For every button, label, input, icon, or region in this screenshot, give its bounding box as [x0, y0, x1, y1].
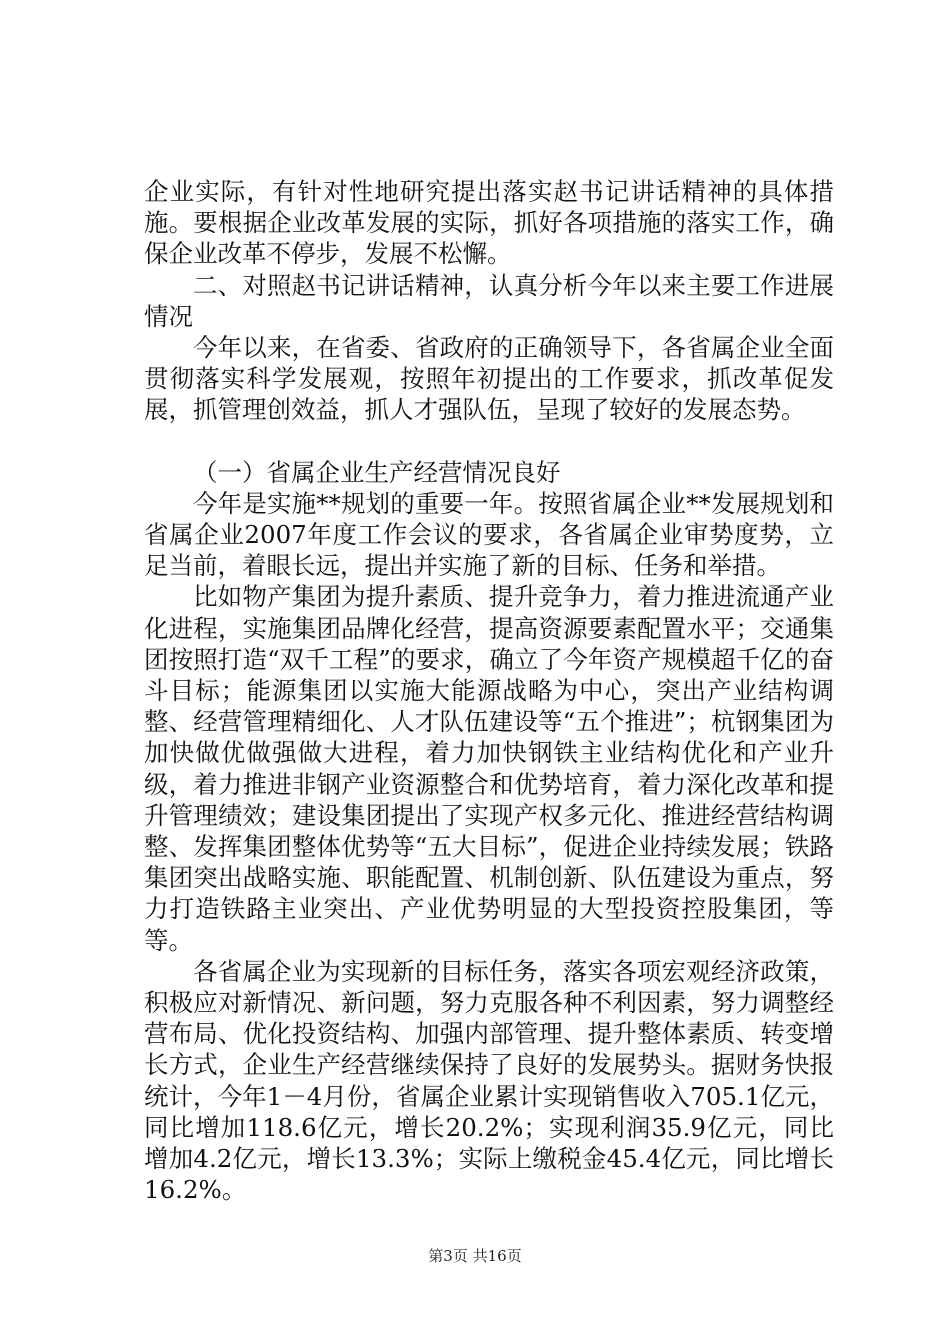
page-footer: 第3页 共16页 — [428, 1247, 522, 1265]
subsection-heading-1: （一）省属企业生产经营情况良好 — [193, 457, 561, 487]
paragraph-overview: 今年以来，在省委、省政府的正确领导下，各省属企业全面贯彻落实科学发展观，按照年初提出的工作要求，抓改革促发展，抓管理创效益，抓人才强队伍，呈现了较好的发展态势。 — [144, 333, 834, 425]
document-body — [144, 176, 834, 1206]
section-heading-2: 二、对照赵书记讲话精神，认真分析今年以来主要工作进展情况 — [144, 270, 834, 331]
paragraph-planning: 今年是实施**规划的重要一年。按照省属企业**发展规划和省属企业2007年度工作会议的要求，各省属企业审势度势，立足当前，着眼长远，提出并实施了新的目标、任务和举措。 — [144, 488, 834, 581]
paragraph-statistics: 各省属企业为实现新的目标任务，落实各项宏观经济政策，积极应对新情况、新问题，努力克服各种不利因素，努力调整经营布局、优化投资结构、加强内部管理、提升整体素质、转变增长方式，企业生产经营继续保持了良好的发展势头。据财务快报统计，今年1－4月份，省属企业累计实现销售收入705.1亿元，同比增加118.6亿元，增长20.2%；实现利润35.9亿元，同比增加4.2亿元，增长13.3%；实际上缴税金45.4亿元，同比增长16.2%。 — [144, 956, 834, 1205]
paragraph-continuation: 企业实际，有针对性地研究提出落实赵书记讲话精神的具体措施。要根据企业改革发展的实际，抓好各项措施的落实工作，确保企业改革不停步，发展不松懈。 — [144, 177, 834, 269]
paragraph-group-examples: 比如物产集团为提升素质、提升竞争力，着力推进流通产业化进程，实施集团品牌化经营，提高资源要素配置水平；交通集团按照打造“双千工程”的要求，确立了今年资产规模超千亿的奋斗目标；能源集团以实施大能源战略为中心，突出产业结构调整、经营管理精细化、人才队伍建设等“五个推进”；杭钢集团为加快做优做强做大进程，着力加快钢铁主业结构优化和产业升级，着力推进非钢产业资源整合和优势培育，着力深化改革和提升管理绩效；建设集团提出了实现产权多元化、推进经营结构调整、发挥集团整体优势等“五大目标”，促进企业持续发展；铁路集团突出战略实施、职能配置、机制创新、队伍建设为重点，努力打造铁路主业突出、产业优势明显的大型投资控股集团，等等。 — [144, 582, 834, 955]
